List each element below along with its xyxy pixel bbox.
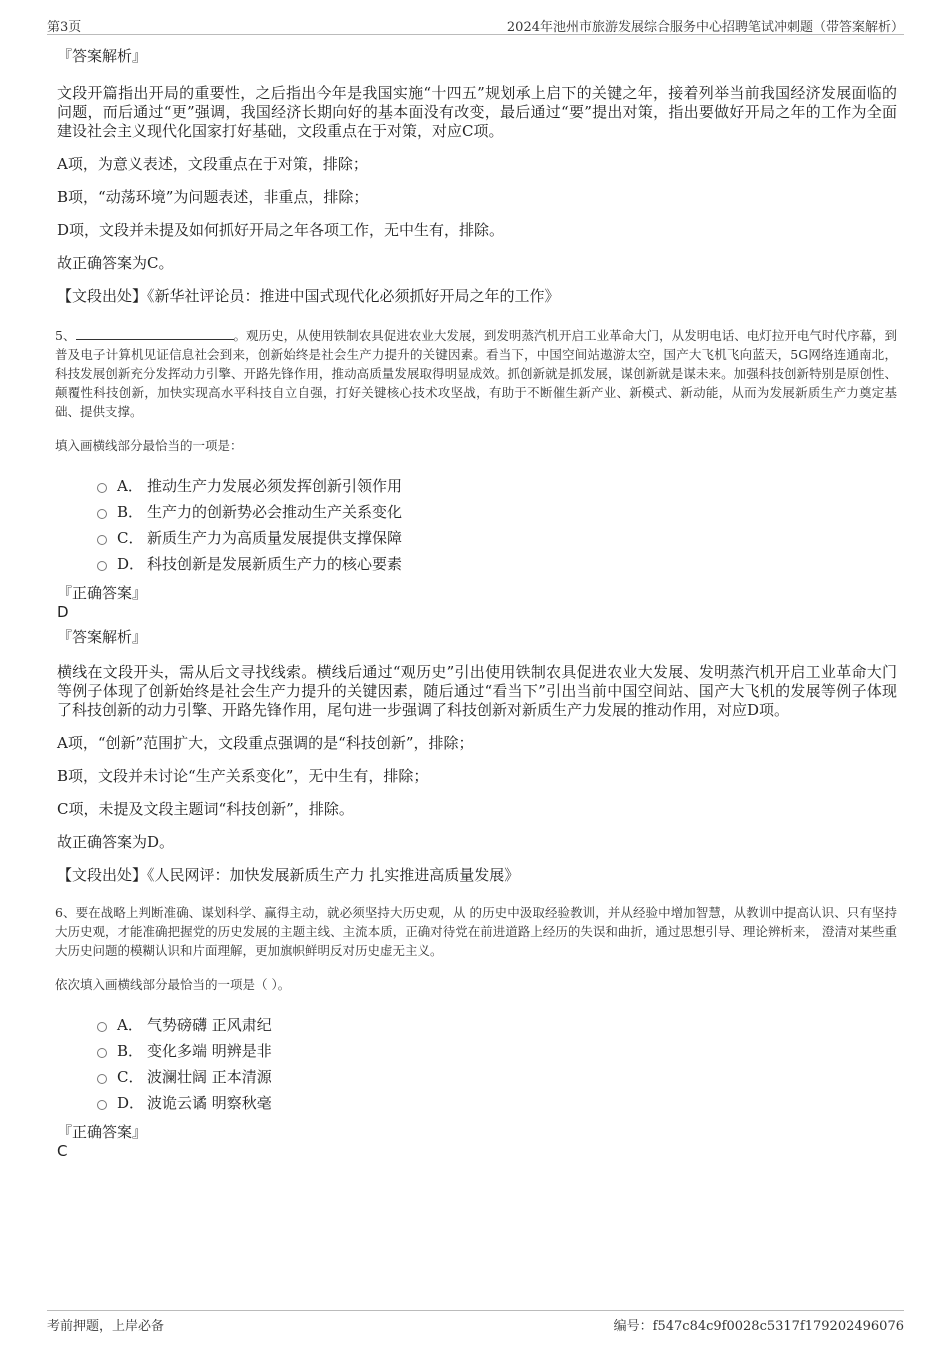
option-letter: D． [117,555,145,573]
analysis-conclusion: 故正确答案为D。 [57,833,175,851]
footer-slogan: 考前押题，上岸必备 [47,1319,165,1334]
q5-option-d[interactable] [97,551,897,577]
analysis-option-d: D项，文段并未提及如何抓好开局之年各项工作，无中生有，排除。 [57,221,505,239]
correct-answer-label: 『正确答案』 [57,584,148,602]
option-letter: D． [117,1094,145,1112]
page-header [47,14,904,35]
correct-answer-label: 『正确答案』 [57,1123,148,1141]
option-letter: A． [117,1016,143,1034]
question-5-number: 5、 [55,328,76,343]
analysis-text: 文段开篇指出开局的重要性，之后指出今年是我国实施“十四五”规划承上启下的关键之年，接着列举当前我国经济发展面临的问题，而后通过“更”强调，我国经济长期向好的基本面没有改变，最后通过“要”提出对策，指出要做好开局之年的工作为全面建设社会主义现代化国家打好基础，文段重点在于对策，对应C项。 [57,84,897,140]
analysis-option-c: C项，未提及文段主题词“科技创新”，排除。 [57,800,354,818]
document-code: 编号：f547c84c9f0028c5317f179202496076 [613,1319,904,1334]
option-text: 生产力的创新势必会推动生产关系变化 [147,503,403,521]
option-letter: C． [117,529,144,547]
option-letter: C． [117,1068,144,1086]
option-text: 波澜壮阔 正本清源 [147,1068,272,1086]
radio-icon[interactable] [97,1022,107,1032]
option-letter: B． [117,1042,144,1060]
analysis-label: 『答案解析』 [57,47,148,65]
analysis-conclusion: 故正确答案为C。 [57,254,174,272]
fill-blank [76,327,234,340]
q6-option-d[interactable] [97,1090,897,1116]
radio-icon[interactable] [97,535,107,545]
option-text: 新质生产力为高质量发展提供支撑保障 [147,529,403,547]
question-6-options [97,1012,897,1116]
q6-option-a[interactable] [97,1012,897,1038]
question-5-prompt: 填入画横线部分最恰当的一项是： [55,438,243,453]
analysis-option-a: A项，为意义表述，文段重点在于对策，排除； [57,155,368,173]
q5-option-a[interactable] [97,473,897,499]
option-letter: B． [117,503,144,521]
radio-icon[interactable] [97,509,107,519]
analysis-option-b: B项，“动荡环境”为问题表述，非重点，排除； [57,188,369,206]
radio-icon[interactable] [97,1074,107,1084]
page-footer [47,1310,904,1334]
q6-option-c[interactable] [97,1064,897,1090]
option-text: 波诡云谲 明察秋毫 [147,1094,272,1112]
analysis-text: 横线在文段开头，需从后文寻找线索。横线后通过“观历史”引出使用铁制农具促进农业大发展、发明蒸汽机开启工业革命大门等例子体现了创新始终是社会生产力提升的关键因素，随后通过“看当下”引出当前中国空间站、国产大飞机的发展等例子体现了科技创新的动力引擎、开路先锋作用，尾句进一步强调了科技创新对新质生产力发展的推动作用，对应D项。 [57,663,897,719]
document-title: 2024年池州市旅游发展综合服务中心招聘笔试冲刺题（带答案解析） [506,20,904,35]
q5-option-b[interactable] [97,499,897,525]
option-text: 变化多端 明辨是非 [147,1042,272,1060]
analysis-label: 『答案解析』 [57,628,148,646]
passage-source: 【文段出处】《新华社评论员：推进中国式现代化必须抓好开局之年的工作》 [57,287,560,305]
option-text: 气势磅礴 正风肃纪 [147,1016,272,1034]
correct-answer: C [57,1142,68,1160]
radio-icon[interactable] [97,561,107,571]
analysis-option-b: B项，文段并未讨论“生产关系变化”，无中生有，排除； [57,767,429,785]
passage-source: 【文段出处】《人民网评：加快发展新质生产力 扎实推进高质量发展》 [57,866,520,884]
question-6-prompt: 依次填入画横线部分最恰当的一项是（ ）。 [55,977,291,992]
question-5-text [55,326,897,421]
q5-option-c[interactable] [97,525,897,551]
radio-icon[interactable] [97,1048,107,1058]
question-5-options [97,473,897,577]
radio-icon[interactable] [97,1100,107,1110]
question-6-text: 6、要在战略上判断准确、谋划科学、赢得主动，就必须坚持大历史观，从 的历史中汲取经验教训，并从经验中增加智慧，从教训中提高认识、只有坚持大历史观，才能准确把握党的历史发展的主题主线、主流本质，正确对待党在前进道路上经历的失误和曲折，通过思想引导、理论辨析来， 澄清对某些重大历史问题的模糊认识和片面理解，更加旗帜鲜明反对历史虚无主义。 [55,905,897,958]
radio-icon[interactable] [97,483,107,493]
correct-answer: D [57,603,69,621]
option-letter: A． [117,477,143,495]
page-content [57,40,897,1160]
q6-option-b[interactable] [97,1038,897,1064]
question-5-passage: 。观历史，从使用铁制农具促进农业大发展，到发明蒸汽机开启工业革命大门，从发明电话、电灯拉开电气时代序幕，到普及电子计算机见证信息社会到来，创新始终是社会生产力提升的关键因素。看当下，中国空间站遨游太空，国产大飞机飞向蓝天，5G网络连通南北，科技发展创新充分发挥动力引擎、开路先锋作用，推动高质量发展取得明显成效。抓创新就是抓发展，谋创新就是谋未来。加强科技创新特别是原创性、颠覆性科技创新，加快实现高水平科技自立自强，打好关键核心技术攻坚战，有助于不断催生新产业、新模式、新动能，从而为发展新质生产力奠定基础、提供支撑。 [55,328,897,419]
analysis-option-a: A项，“创新”范围扩大，文段重点强调的是“科技创新”，排除； [57,734,474,752]
option-text: 推动生产力发展必须发挥创新引领作用 [147,477,403,495]
page-number: 第3页 [47,20,82,35]
option-text: 科技创新是发展新质生产力的核心要素 [147,555,403,573]
